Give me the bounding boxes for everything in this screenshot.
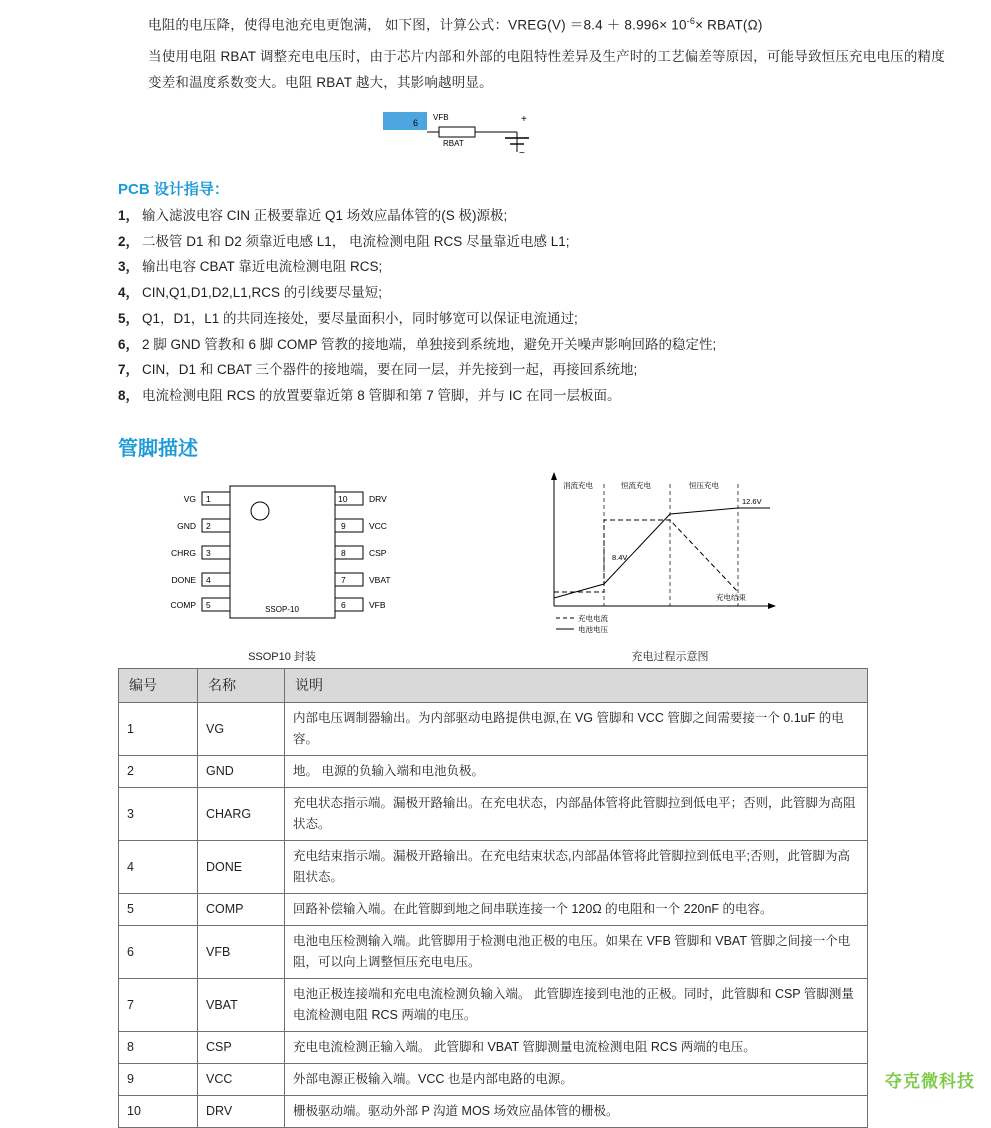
list-item-number: 5，: [118, 310, 140, 326]
list-item: [118, 229, 958, 255]
list-item: [118, 203, 958, 229]
table-header-row: [119, 669, 868, 703]
cell-no: 9: [119, 1064, 198, 1096]
table-row: [119, 841, 868, 894]
list-item: [118, 383, 958, 409]
cell-name: VFB: [198, 926, 285, 979]
list-item-number: 6，: [118, 336, 140, 352]
cell-no: 7: [119, 979, 198, 1032]
svg-text:7: 7: [341, 575, 346, 585]
header-no: 编号: [119, 669, 198, 703]
svg-text:+: +: [521, 114, 527, 125]
cell-no: 1: [119, 703, 198, 756]
cell-name: CSP: [198, 1032, 285, 1064]
svg-text:涓流充电: 涓流充电: [563, 481, 593, 490]
list-item: [118, 280, 958, 306]
paragraph-rbat-note: 当使用电阻 RBAT 调整充电电压时，由于芯片内部和外部的电阻特性差异及生产时的工艺偏差等原因，可能导致恒压充电电压的精度变差和温度系数变大。电阻 RBAT 越大，其影响越明显。: [148, 49, 945, 90]
svg-text:充电电流: 充电电流: [578, 614, 608, 623]
cell-name: VG: [198, 703, 285, 756]
list-item-text: CIN,Q1,D1,D2,L1,RCS 的引线要尽量短;: [142, 285, 383, 301]
svg-text:GND: GND: [177, 521, 196, 531]
rbat-schematic: [383, 108, 553, 160]
list-item-text: 输出电容 CBAT 靠近电流检测电阻 RCS;: [142, 259, 383, 275]
table-row: [119, 894, 868, 926]
cell-no: 10: [119, 1096, 198, 1128]
svg-text:6: 6: [413, 118, 419, 128]
table-row: [119, 1032, 868, 1064]
svg-text:DONE: DONE: [171, 575, 196, 585]
pcb-design-heading: PCB 设计指导：: [118, 181, 229, 198]
pin-description-heading: 管脚描述: [118, 438, 198, 460]
table-row: [119, 703, 868, 756]
svg-text:VCC: VCC: [369, 521, 387, 531]
cell-desc: 栅极驱动端。驱动外部 P 沟道 MOS 场效应晶体管的栅极。: [285, 1096, 868, 1128]
cell-name: DRV: [198, 1096, 285, 1128]
svg-text:−: −: [519, 148, 525, 159]
svg-text:RBAT: RBAT: [443, 139, 464, 148]
svg-text:1: 1: [206, 494, 211, 504]
cell-desc: 地。 电源的负输入端和电池负极。: [285, 756, 868, 788]
cell-desc: 回路补偿输入端。在此管脚到地之间串联连接一个 120Ω 的电阻和一个 220nF 的电容。: [285, 894, 868, 926]
svg-text:2: 2: [206, 521, 211, 531]
watermark-logo: 夺克微科技: [885, 1072, 975, 1091]
list-item: [118, 332, 958, 358]
svg-text:6: 6: [341, 600, 346, 610]
cell-desc: 充电电流检测正输入端。 此管脚和 VBAT 管脚测量电流检测电阻 RCS 两端的电压。: [285, 1032, 868, 1064]
list-item-number: 2，: [118, 233, 140, 249]
svg-text:CSP: CSP: [369, 548, 387, 558]
cell-no: 4: [119, 841, 198, 894]
pcb-guideline-list: [118, 203, 958, 409]
list-item-number: 1，: [118, 208, 140, 223]
svg-text:8: 8: [341, 548, 346, 558]
list-item-text: 电流检测电阻 RCS 的放置要靠近第 8 管脚和第 7 管脚，并与 IC 在同一层板面。: [142, 387, 621, 403]
package-caption: SSOP10 封装: [248, 651, 316, 663]
cell-no: 8: [119, 1032, 198, 1064]
cell-desc: 内部电压调制器输出。为内部驱动电路提供电源,在 VG 管脚和 VCC 管脚之间需要接一个 0.1uF 的电容。: [285, 703, 868, 756]
cell-name: VBAT: [198, 979, 285, 1032]
list-item-text: 2 脚 GND 管教和 6 脚 COMP 管教的接地端，单独接到系统地，避免开关噪声影响回路的稳定性;: [142, 336, 717, 352]
chart-caption: 充电过程示意图: [631, 651, 709, 663]
cell-no: 3: [119, 788, 198, 841]
svg-text:恒压充电: 恒压充电: [689, 481, 719, 490]
cell-name: CHARG: [198, 788, 285, 841]
cell-desc: 外部电源正极输入端。VCC 也是内部电路的电源。: [285, 1064, 868, 1096]
formula-exponent: -6: [686, 16, 696, 26]
svg-text:9: 9: [341, 521, 346, 531]
svg-text:SSOP-10: SSOP-10: [265, 605, 299, 614]
cell-name: DONE: [198, 841, 285, 894]
svg-text:电池电压: 电池电压: [578, 625, 608, 634]
list-item: [118, 306, 958, 332]
cell-desc: 充电状态指示端。漏极开路输出。在充电状态，内部晶体管将此管脚拉到低电平；否则，此管脚为高阻状态。: [285, 788, 868, 841]
cell-desc: 电池电压检测输入端。此管脚用于检测电池正极的电压。如果在 VFB 管脚和 VBAT 管脚之间接一个电阻，可以向上调整恒压充电电压。: [285, 926, 868, 979]
cell-no: 5: [119, 894, 198, 926]
svg-text:DRV: DRV: [369, 494, 387, 504]
svg-text:恒流充电: 恒流充电: [621, 481, 651, 490]
svg-text:VFB: VFB: [369, 600, 386, 610]
svg-text:COMP: COMP: [170, 600, 196, 610]
paragraph-formula: [148, 8, 948, 39]
list-item-text: 输入滤波电容 CIN 正极要靠近 Q1 场效应晶体管的(S 极)源极;: [142, 208, 508, 223]
list-item-text: 二极管 D1 和 D2 须靠近电感 L1， 电流检测电阻 RCS 尽量靠近电感 L1;: [142, 233, 570, 249]
cell-no: 6: [119, 926, 198, 979]
cell-desc: 充电结束指示端。漏极开路输出。在充电结束状态,内部晶体管将此管脚拉到低电平;否则，此管脚为高阻状态。: [285, 841, 868, 894]
svg-text:充电结束: 充电结束: [716, 593, 746, 602]
svg-text:VBAT: VBAT: [369, 575, 391, 585]
table-row: [119, 756, 868, 788]
list-item-number: 7，: [118, 362, 140, 378]
cell-name: VCC: [198, 1064, 285, 1096]
list-item-text: Q1，D1，L1 的共同连接处，要尽量面积小，同时够宽可以保证电流通过;: [142, 310, 578, 326]
charging-process-chart: [520, 466, 820, 634]
list-item: [118, 357, 958, 383]
svg-text:12.6V: 12.6V: [742, 497, 762, 506]
list-item-text: CIN，D1 和 CBAT 三个器件的接地端，要在同一层，并先接到一起，再接回系统地;: [142, 362, 638, 378]
svg-text:VFB: VFB: [433, 113, 449, 122]
table-row: [119, 1064, 868, 1096]
svg-text:8.4V: 8.4V: [612, 553, 628, 562]
svg-text:5: 5: [206, 600, 211, 610]
table-row: [119, 926, 868, 979]
cell-no: 2: [119, 756, 198, 788]
cell-desc: 电池正极连接端和充电电流检测负输入端。 此管脚连接到电池的正极。同时，此管脚和 CSP 管脚测量电流检测电阻 RCS 两端的电压。: [285, 979, 868, 1032]
svg-text:4: 4: [206, 575, 211, 585]
svg-text:CHRG: CHRG: [170, 548, 196, 558]
header-desc: 说明: [285, 669, 868, 703]
list-item-number: 8，: [118, 387, 140, 403]
formula-tail: × RBAT(Ω): [695, 17, 763, 33]
svg-text:3: 3: [206, 548, 211, 558]
svg-text:VG: VG: [183, 494, 196, 504]
cell-name: GND: [198, 756, 285, 788]
list-item: [118, 254, 958, 280]
list-item-number: 3，: [118, 259, 140, 275]
paragraph-formula-text: 电阻的电压降，使得电池充电更饱满， 如下图，计算公式：VREG(V) ＝8.4 ＋ 8.996× 10: [148, 17, 687, 33]
table-row: [119, 1096, 868, 1128]
cell-name: COMP: [198, 894, 285, 926]
table-row: [119, 788, 868, 841]
list-item-number: 4，: [118, 285, 140, 301]
ssop10-package-diagram: [112, 478, 452, 628]
pin-description-table: [118, 668, 868, 1128]
table-row: [119, 979, 868, 1032]
header-name: 名称: [198, 669, 285, 703]
svg-text:10: 10: [338, 494, 348, 504]
